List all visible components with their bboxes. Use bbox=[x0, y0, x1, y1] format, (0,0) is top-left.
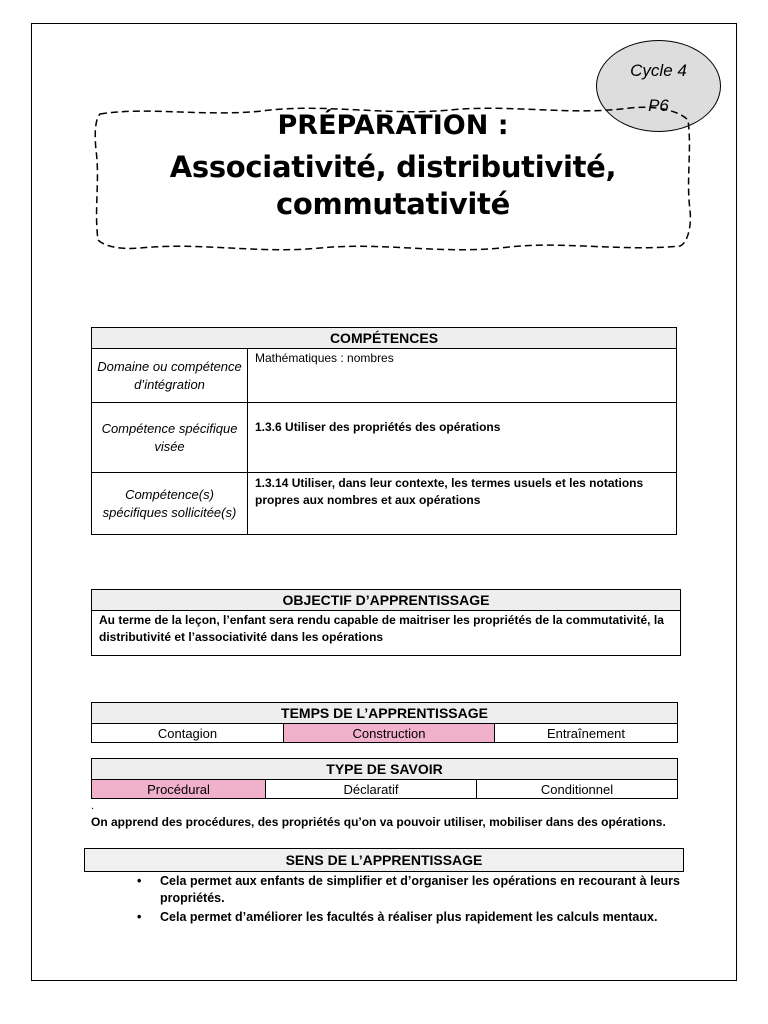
level-label: P6 bbox=[648, 96, 669, 115]
objectif-text: Au terme de la leçon, l’enfant sera rendu capable de maitriser les propriétés de la commutativité, la distributivité et l’associativité dans les opérations bbox=[92, 611, 681, 656]
list-item-text: Cela permet d’améliorer les facultés à réaliser plus rapidement les calculs mentaux. bbox=[160, 910, 658, 924]
title-line-2: Associativité, distributivité, bbox=[169, 150, 617, 184]
row-value: 1.3.6 Utiliser des propriétés des opérations bbox=[248, 403, 677, 473]
temps-option-contagion: Contagion bbox=[92, 724, 284, 743]
title-line-1: PRÉPARATION : bbox=[277, 110, 509, 141]
row-label: Compétence spécifique visée bbox=[92, 403, 248, 473]
title-line-3: commutativité bbox=[276, 187, 510, 221]
type-option-procedural: Procédural bbox=[92, 780, 266, 799]
sens-table bbox=[84, 848, 684, 872]
sens-list bbox=[135, 873, 680, 928]
type-option-declaratif: Déclaratif bbox=[266, 780, 477, 799]
row-value: 1.3.14 Utiliser, dans leur contexte, les termes usuels et les notations propres aux nombres et aux opérations bbox=[248, 473, 677, 535]
list-item bbox=[135, 909, 680, 926]
table-row bbox=[92, 349, 677, 403]
temps-header: TEMPS DE L’APPRENTISSAGE bbox=[92, 703, 678, 724]
objectif-table bbox=[91, 589, 681, 656]
row-value: Mathématiques : nombres bbox=[248, 349, 677, 403]
type-option-conditionnel: Conditionnel bbox=[477, 780, 678, 799]
dot-mark: . bbox=[91, 800, 95, 812]
temps-option-construction: Construction bbox=[284, 724, 495, 743]
bullet-icon: • bbox=[137, 874, 142, 888]
savoir-note: On apprend des procédures, des propriétés qu’on va pouvoir utiliser, mobiliser dans des opérations. bbox=[91, 815, 666, 829]
list-item-text: Cela permet aux enfants de simplifier et d’organiser les opérations en recourant à leurs propriétés. bbox=[160, 874, 680, 905]
table-row bbox=[92, 473, 677, 535]
bullet-icon: • bbox=[137, 910, 142, 924]
table-row bbox=[92, 403, 677, 473]
type-savoir-header: TYPE DE SAVOIR bbox=[92, 759, 678, 780]
cycle-label: Cycle 4 bbox=[630, 61, 687, 80]
list-item bbox=[135, 873, 680, 907]
document-title bbox=[96, 108, 690, 222]
competences-header: COMPÉTENCES bbox=[92, 328, 677, 349]
row-label: Domaine ou compétence d’intégration bbox=[92, 349, 248, 403]
sens-header: SENS DE L’APPRENTISSAGE bbox=[85, 849, 684, 872]
competences-table bbox=[91, 327, 677, 535]
temps-option-entrainement: Entraînement bbox=[495, 724, 678, 743]
row-label: Compétence(s) spécifiques sollicitée(s) bbox=[92, 473, 248, 535]
type-savoir-table bbox=[91, 758, 678, 799]
temps-table bbox=[91, 702, 678, 743]
objectif-header: OBJECTIF D’APPRENTISSAGE bbox=[92, 590, 681, 611]
